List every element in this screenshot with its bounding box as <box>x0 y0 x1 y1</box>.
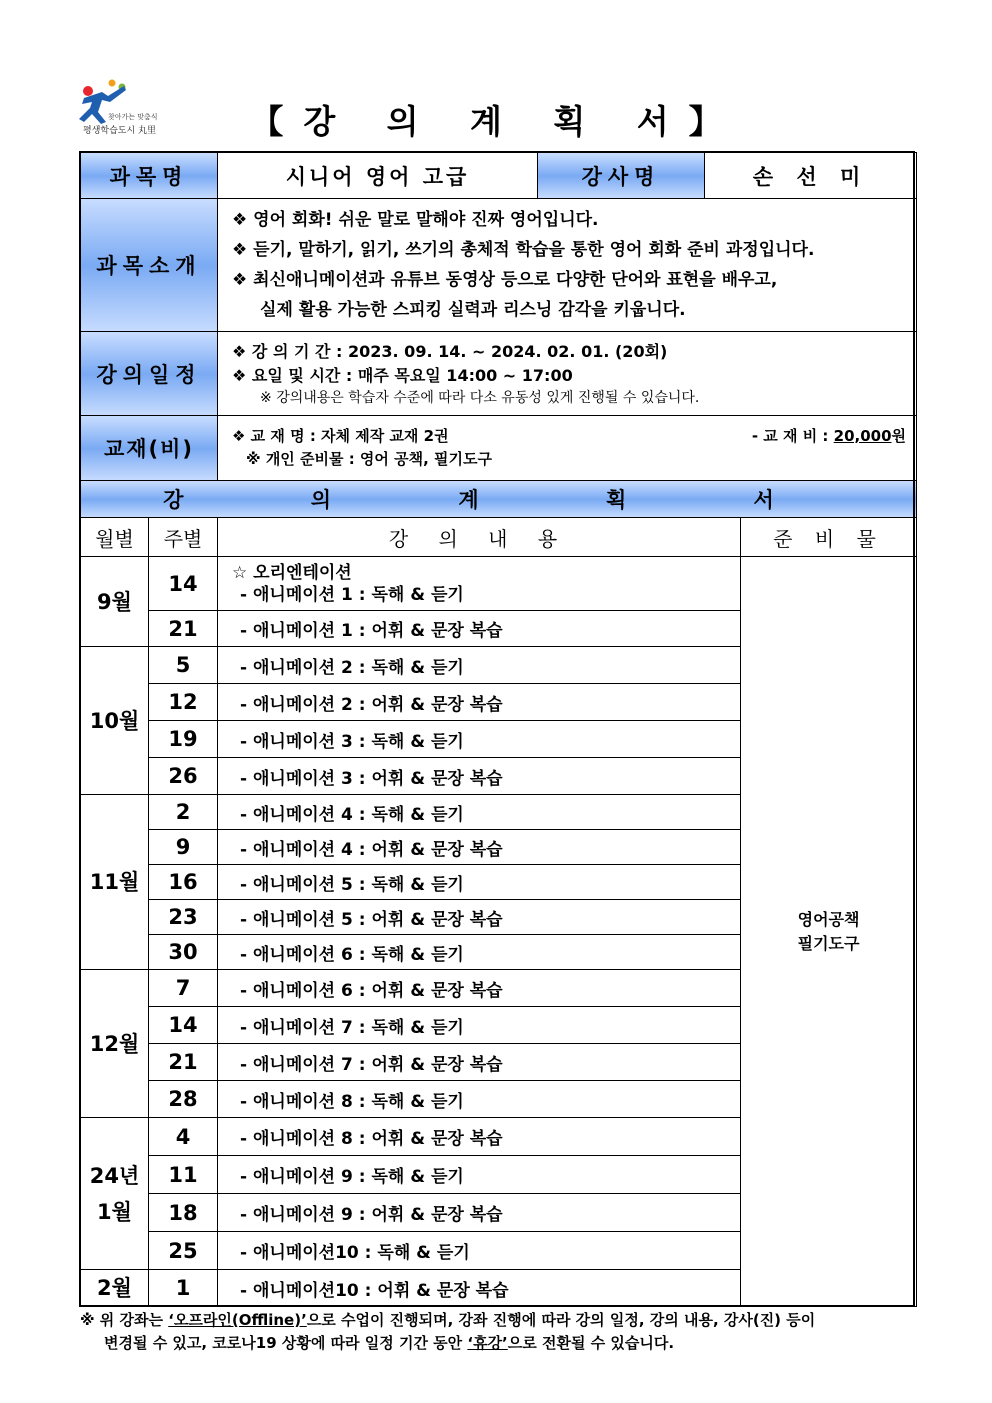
week-cell: 4 <box>149 1118 218 1156</box>
content-cell: - 애니메이션 8 : 어휘 & 문장 복습 <box>218 1118 741 1156</box>
content-cell: - 애니메이션 7 : 독해 & 듣기 <box>218 1007 741 1044</box>
intro-line: 실제 활용 가능한 스피킹 실력과 리스닝 감각을 키웁니다. <box>260 300 686 320</box>
schedule-period: ❖ 강 의 기 간 : 2023. 09. 14. ~ 2024. 02. 01. (20회) <box>232 341 668 361</box>
subject-label: 과목명 <box>81 153 218 199</box>
content-cell: - 애니메이션 9 : 독해 & 듣기 <box>218 1156 741 1194</box>
prep-cell: 영어공책 필기도구 <box>741 557 917 1307</box>
week-cell: 5 <box>149 647 218 684</box>
month-cell: 9월 <box>81 557 149 647</box>
week-cell: 16 <box>149 865 218 900</box>
content-cell: ☆ 오리엔테이션 - 애니메이션 1 : 독해 & 듣기 <box>218 557 741 611</box>
schedule-note: ※ 강의내용은 학습자 수준에 따라 다소 유동성 있게 진행될 수 있습니다. <box>260 389 700 406</box>
content-cell: - 애니메이션 5 : 독해 & 듣기 <box>218 865 741 900</box>
month-cell: 2월 <box>81 1270 149 1307</box>
week-cell: 1 <box>149 1270 218 1307</box>
content-cell: - 애니메이션 5 : 어휘 & 문장 복습 <box>218 900 741 935</box>
textbook-label: 교재(비) <box>81 416 218 481</box>
week-cell: 26 <box>149 758 218 795</box>
month-cell: 12월 <box>81 970 149 1118</box>
col-month-header: 월별 <box>81 518 149 557</box>
content-cell: - 애니메이션 7 : 어휘 & 문장 복습 <box>218 1044 741 1081</box>
teacher-label: 강사명 <box>538 153 705 199</box>
week-cell: 18 <box>149 1194 218 1232</box>
schedule-time: ❖ 요일 및 시간 : 매주 목요일 14:00 ~ 17:00 <box>232 365 573 385</box>
week-cell: 14 <box>149 557 218 611</box>
logo-name: 평생학습도시 丸里 <box>83 126 157 136</box>
schedule-content <box>218 332 917 416</box>
content-cell: - 애니메이션10 : 독해 & 듣기 <box>218 1232 741 1270</box>
content-cell: - 애니메이션10 : 어휘 & 문장 복습 <box>218 1270 741 1307</box>
intro-line: ❖ 영어 회화! 쉬운 말로 말해야 진짜 영어입니다. <box>232 210 599 230</box>
content-cell: - 애니메이션 4 : 독해 & 듣기 <box>218 795 741 830</box>
footer-note: ※ 위 강좌는 ‘오프라인(Offline)’으로 수업이 진행되며, 강좌 진행에 따라 강의 일정, 강의 내용, 강사(진) 등이 변경될 수 있고, 코로나19 상황에 따라 일정 기간 동안 ‘휴강’으로 전환될 수 있습니다. <box>80 1311 816 1352</box>
schedule-label: 강의일정 <box>81 332 218 416</box>
content-cell: - 애니메이션 3 : 독해 & 듣기 <box>218 721 741 758</box>
content-cell: - 애니메이션 4 : 어휘 & 문장 복습 <box>218 830 741 865</box>
content-cell: - 애니메이션 8 : 독해 & 듣기 <box>218 1081 741 1118</box>
col-content-header: 강 의 내 용 <box>218 518 741 557</box>
content-cell: - 애니메이션 1 : 어휘 & 문장 복습 <box>218 611 741 647</box>
intro-line: ❖ 최신애니메이션과 유튜브 동영상 등으로 다양한 단어와 표현을 배우고, <box>232 270 778 290</box>
content-cell: - 애니메이션 6 : 어휘 & 문장 복습 <box>218 970 741 1007</box>
week-cell: 21 <box>149 611 218 647</box>
week-cell: 19 <box>149 721 218 758</box>
textbook-name: ❖ 교 재 명 : 자체 제작 교재 2권 <box>232 427 449 445</box>
offline-text: ‘오프라인(Offline)’ <box>168 1311 307 1329</box>
textbook-content <box>218 416 917 481</box>
subject-value: 시니어 영어 고급 <box>218 153 538 199</box>
week-cell: 2 <box>149 795 218 830</box>
lecture-plan-table <box>80 152 917 1307</box>
textbook-fee: - 교 재 비 : 20,000원 <box>751 427 907 445</box>
week-cell: 25 <box>149 1232 218 1270</box>
intro-label: 과목소개 <box>81 199 218 332</box>
rest-text: ‘휴강’ <box>467 1334 508 1352</box>
content-cell: - 애니메이션 2 : 어휘 & 문장 복습 <box>218 684 741 721</box>
month-cell: 11월 <box>81 795 149 970</box>
plan-band-title: 강 의 계 획 서 <box>81 481 917 518</box>
month-cell: 10월 <box>81 647 149 795</box>
content-cell: - 애니메이션 3 : 어휘 & 문장 복습 <box>218 758 741 795</box>
textbook-fee-amount: 20,000 <box>833 427 892 445</box>
teacher-value: 손 선 미 <box>705 153 917 199</box>
orientation-label: ☆ 오리엔테이션 <box>232 562 352 583</box>
content-cell: - 애니메이션 6 : 독해 & 듣기 <box>218 935 741 970</box>
week-cell: 14 <box>149 1007 218 1044</box>
week-cell: 28 <box>149 1081 218 1118</box>
textbook-personal: ※ 개인 준비물 : 영어 공책, 필기도구 <box>246 450 492 468</box>
intro-line: ❖ 듣기, 말하기, 읽기, 쓰기의 총체적 학습을 통한 영어 회화 준비 과정입니다. <box>232 240 815 260</box>
week-cell: 9 <box>149 830 218 865</box>
month-cell: 24년 1월 <box>81 1118 149 1270</box>
intro-content <box>218 199 917 332</box>
col-week-header: 주별 <box>149 518 218 557</box>
content-cell: - 애니메이션 2 : 독해 & 듣기 <box>218 647 741 684</box>
schedule-row <box>81 557 917 611</box>
week-cell: 12 <box>149 684 218 721</box>
col-prep-header: 준 비 물 <box>741 518 917 557</box>
week-cell: 21 <box>149 1044 218 1081</box>
page-title: 【강 의 계 획 서】 <box>250 102 742 141</box>
week-cell: 30 <box>149 935 218 970</box>
week-cell: 7 <box>149 970 218 1007</box>
week-cell: 11 <box>149 1156 218 1194</box>
week-cell: 23 <box>149 900 218 935</box>
logo-tagline: 찾아가는 맞춤식 <box>108 113 158 121</box>
content-cell: - 애니메이션 9 : 어휘 & 문장 복습 <box>218 1194 741 1232</box>
